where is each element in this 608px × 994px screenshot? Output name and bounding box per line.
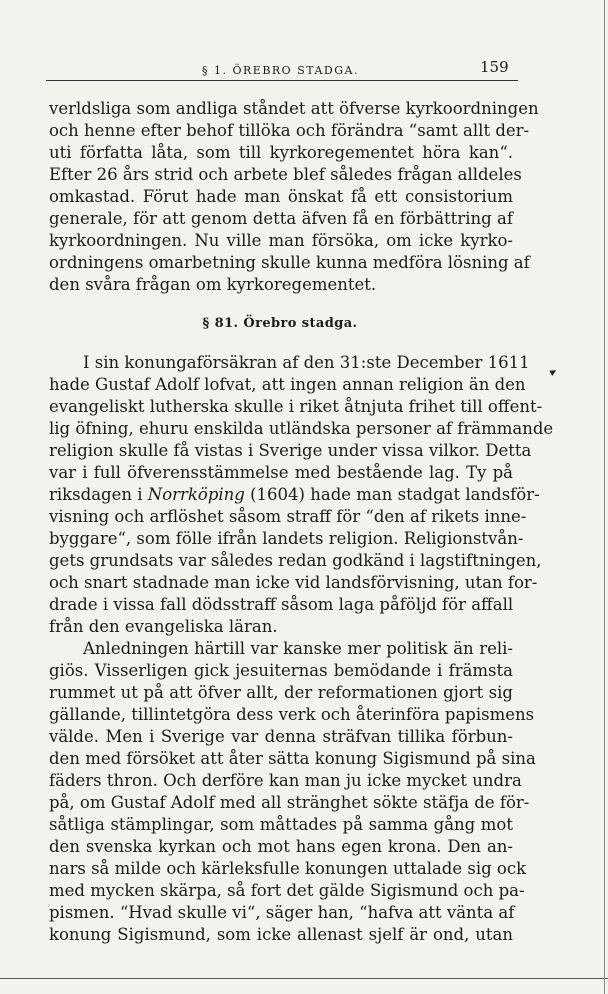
text-line: evangeliskt lutherska skulle i riket åtnjuta frihet till offent-: [49, 397, 543, 416]
page-edge: [604, 0, 605, 994]
text-line: lig öfning, ehuru enskilda utländska personer af främmande: [49, 419, 554, 438]
text-line: den med försöket att åter sätta konung Sigismund på sina: [49, 749, 536, 768]
text-line: konung Sigismund, som icke allenast sjelf är ond, utan: [49, 925, 513, 944]
text-line: byggare“, som fölle ifrån landets religion. Religionstvån-: [49, 529, 524, 548]
page-number: 159: [480, 58, 509, 76]
text-line: Anledningen härtill var kanske mer politisk än reli-: [83, 639, 513, 658]
text-line: nars så milde och kärleksfulle konungen uttalade sig ock: [49, 859, 527, 878]
text-line: med mycken skärpa, så fort det gälde Sigismund och pa-: [49, 881, 525, 900]
text-line: pismen. “Hvad skulle vi“, säger han, “hafva att vänta af: [49, 903, 515, 922]
text-line: uti författa låta, som till kyrkoregementet höra kan“.: [49, 143, 513, 162]
text-line: från den evangeliska läran.: [49, 617, 278, 636]
text-line: ordningens omarbetning skulle kunna medföra lösning af: [49, 253, 530, 272]
text-line: riksdagen i Norrköping (1604) hade man stadgat landsför-: [49, 485, 540, 504]
header-rule: [46, 80, 518, 81]
text-line: verldsliga som andliga ståndet att öfverse kyrkoordningen: [49, 99, 539, 118]
text-line: Efter 26 års strid och arbete blef således frågan alldeles: [49, 165, 522, 184]
text-line: på, om Gustaf Adolf med all stränghet sökte stäfja de för-: [49, 793, 530, 812]
text-line: religion skulle få vistas i Sverige under vissa vilkor. Detta: [49, 441, 532, 460]
bottom-rule: [0, 978, 608, 979]
text-line: rummet ut på att öfver allt, der reformationen gjort sig: [49, 683, 513, 702]
text-line: välde. Men i Sverige var denna sträfvan tillika förbun-: [49, 727, 513, 746]
text-line: generale, för att genom detta äfven få en förbättring af: [49, 209, 513, 228]
text-line: hade Gustaf Adolf lofvat, att ingen annan religion än den: [49, 375, 526, 394]
text-line: gets grundsats var således redan godkänd i lagstiftningen,: [49, 551, 542, 570]
text-line: giös. Visserligen gick jesuiternas bemödande i främsta: [49, 661, 513, 680]
text-line: den svenska kyrkan och mot hans egen krona. Den an-: [49, 837, 513, 856]
text-line: såtliga stämplingar, som måttades på samma gång mot: [49, 815, 513, 834]
text-line: omkastad. Förut hade man önskat få ett consistorium: [49, 187, 513, 206]
text-line: I sin konungaförsäkran af den 31:ste December 1611: [83, 353, 530, 372]
text-line: fäders thron. Och derföre kan man ju icke mycket undra: [49, 771, 522, 790]
text-line: och henne efter behof tillöka och förändra “samt allt der-: [49, 121, 530, 140]
text-line: gällande, tillintetgöra dess verk och återinföra papismens: [49, 705, 535, 724]
margin-mark: ▸: [546, 363, 560, 379]
text-line: och snart stadnade man icke vid landsförvisning, utan for-: [49, 573, 538, 592]
place-name: Norrköping: [147, 485, 245, 504]
text-line: visning och arflöshet såsom straff för “den af rikets inne-: [49, 507, 527, 526]
section-heading: § 81. Örebro stadga.: [202, 316, 358, 331]
text-line: drade i vissa fall dödsstraff såsom laga påföljd för affall: [49, 595, 514, 614]
text-line: var i full öfverensstämmelse med bestående lag. Ty på: [49, 463, 513, 482]
running-head: § 1. ÖREBRO STADGA.: [202, 64, 359, 77]
text-line: den svåra frågan om kyrkoregementet.: [49, 275, 377, 294]
text-line: kyrkoordningen. Nu ville man försöka, om icke kyrko-: [49, 231, 513, 250]
